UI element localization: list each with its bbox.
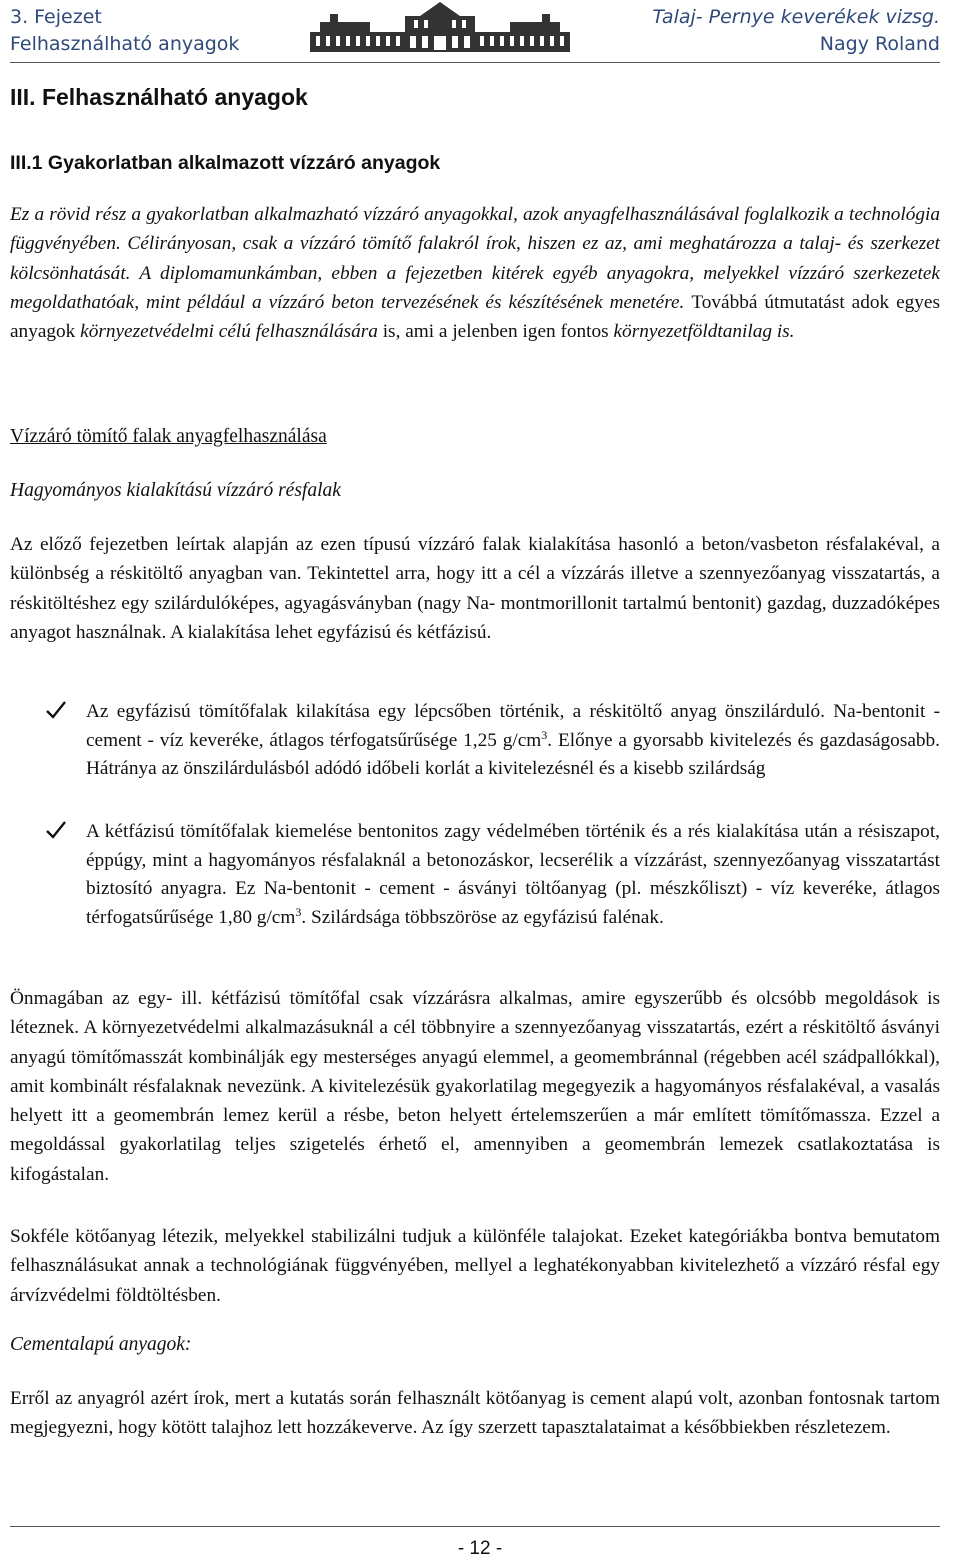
header-author: Nagy Roland xyxy=(819,33,940,55)
paragraph-2: Önmagában az egy- ill. kétfázisú tömítőfal csak vízzárásra alkalmas, amire egyszerűbb és olcsóbb megoldások is léteznek. A környezetvédelmi alkalmazásuknál a cél többnyire a szennyezőanyag visszatartás, ezért a réskitöltő ásványi anyagú tömítőmasszát kombinálják egy mesterséges anyagú elemmel, a geomembránnal (régebben acél szádpallókkal), amit kombinált résfalaknak nevezünk. A kivitelezésük gyakorlatilag megegyezik a hagyományos résfalakéval, a vasalás helyett itt a geomembrán lemez kerül a résbe, beton helyett értelemszerűen a már említett tömítőmassza. Ezzel a megoldással gyakorlatilag teljes szigetelés érhető el, amennyiben a geomembrán lemezek csatlakoztatása is kifogástalan. xyxy=(10,988,940,1185)
intro-tail-3: is, ami a jelenben igen fontos xyxy=(382,321,609,343)
bullet-item-2 xyxy=(48,818,938,932)
header-chapter: 3. Fejezet xyxy=(10,6,102,28)
intro-text: Ez a rövid rész a gyakorlatban alkalmazható vízzáró anyagokkal, azok anyagfelhasználásával foglalkozik a technológia függvényében. Célirányosan, csak a vízzáró tömítő falakról írok, hiszen ez az, ami meghatározza a talaj- és szerkezet kölcsönhatását. A diplomamunkámban, ebben a fejezetben kitérek egyéb anyagokra, melyekkel vízzáró szerkezetek megoldathatóak, mint például a vízzáró beton tervezésének és készítésének menetére. xyxy=(10,204,940,313)
intro-tail-2: környezetvédelmi célú felhasználására xyxy=(80,321,378,343)
bullet-item-1 xyxy=(48,698,938,784)
subheading-sealing-walls: Vízzáró tömítő falak anyagfelhasználása xyxy=(10,426,327,447)
paragraph-3: Sokféle kötőanyag létezik, melyekkel stabilizálni tudjuk a különféle talajokat. Ezeket kategóriákba bontva bemutatom felhasználásukat annak a technológiának függvényében, mellyel a leghatékonyabban kivitelezhető a vízzáró résfal egy árvízvédelmi földtöltésben. xyxy=(10,1226,940,1306)
paragraph-1: Az előző fejezetben leírtak alapján az ezen típusú vízzáró falak kialakítása hasonló a beton/vasbeton résfalakéval, a különbség a réskitöltő anyagban van. Tekintettel arra, hogy itt a cél a vízzárás illetve a szennyezőanyag visszatartás, a réskitöltéshez egy szilárdulóképes, agyagásványban (nagy Na- montmorillonit tartalmú bentonit) gazdag, duzzadóképes anyagot használnak. A kialakítása lehet egyfázisú és kétfázisú. xyxy=(10,534,940,643)
footer-divider xyxy=(10,1526,940,1527)
header-right xyxy=(652,4,940,58)
header-chapter-title: Felhasználható anyagok xyxy=(10,33,240,55)
bullet-1-text-a: Az egyfázisú tömítőfalak kilakítása egy lépcsőben történik, a réskitöltő anyag önszilárduló. Na-bentonit - cement - víz keveréke, átlagos térfogatsűrűsége 1,25 g/cm xyxy=(86,701,940,751)
header-thesis-title: Talaj- Pernye keverékek vizsg. xyxy=(652,6,940,28)
subheading-cement-materials: Cementalapú anyagok: xyxy=(10,1334,192,1355)
page-number: - 12 - xyxy=(457,1538,503,1559)
bullet-text-2 xyxy=(86,818,940,932)
header-left xyxy=(10,4,239,58)
header-divider xyxy=(10,62,940,63)
university-building-logo xyxy=(310,2,570,54)
bullet-2-text-b: . Szilárdsága többszöröse az egyfázisú falénak. xyxy=(301,906,664,928)
bullet-2-sup: 3 xyxy=(295,904,302,919)
bullet-1-text-b: . Előnye a gyorsabb kivitelezés és gazdaságosabb. Hátránya az önszilárdulásból adódó időbeli korlát a kivitelezésnél és a kisebb szilárdság xyxy=(86,729,940,779)
chapter-heading: III. Felhasználható anyagok xyxy=(10,84,308,110)
intro-tail-1: Továbbá útmutatást adok egyes anyagok xyxy=(10,291,940,343)
intro-paragraph xyxy=(10,200,940,346)
section-heading: III.1 Gyakorlatban alkalmazott vízzáró anyagok xyxy=(10,152,441,174)
paragraph-4: Erről az anyagról azért írok, mert a kutatás során felhasznált kötőanyag is cement alapú volt, azonban fontosnak tartom megjegyezni, hogy kötött talajhoz lett hozzákeverve. Az így szerzett tapasztalataimat a későbbiekben részletezem. xyxy=(10,1388,940,1439)
bullet-text-1 xyxy=(86,698,940,784)
checkmark-icon xyxy=(45,699,67,721)
bullet-1-sup: 3 xyxy=(541,727,548,742)
bullet-2-text-a: A kétfázisú tömítőfalak kiemelése bentonitos zagy védelmében történik és a rés kialakítása után a résiszapot, éppúgy, mint a hagyományos résfalaknál a betonozáskor, lecserélik a vízzárást, szennyezőanyag visszatartást biztosító anyagra. Ez Na-bentonit - cement - ásványi töltőanyag (pl. mészkőliszt) - víz keveréke, átlagos térfogatsűrűsége 1,80 g/cm xyxy=(86,821,940,928)
intro-tail-4: környezetföldtanilag is. xyxy=(613,321,795,343)
checkmark-icon xyxy=(45,819,67,841)
subheading-traditional-walls: Hagyományos kialakítású vízzáró résfalak xyxy=(10,480,341,501)
